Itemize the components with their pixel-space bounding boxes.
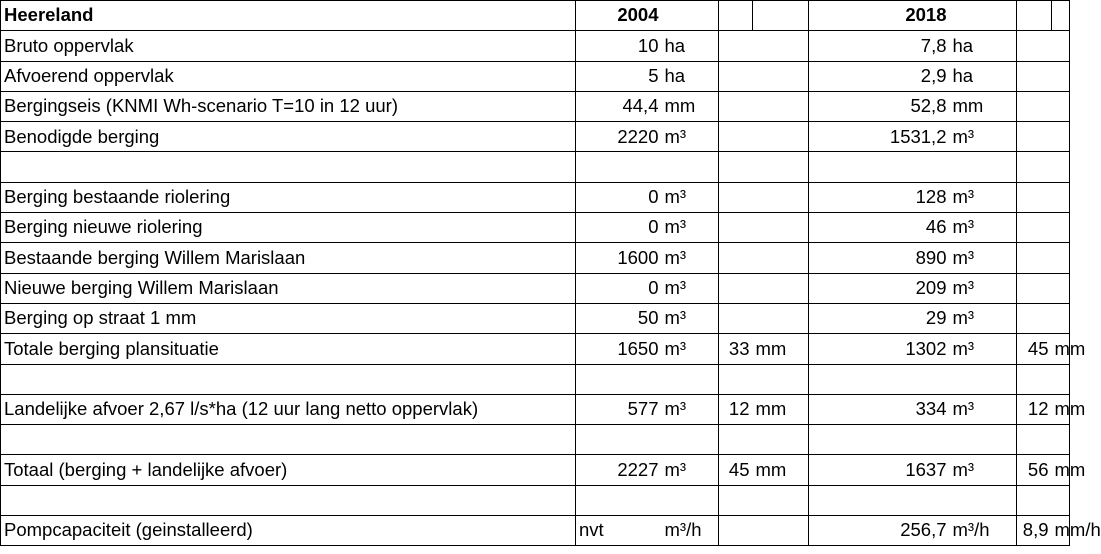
table-row [1, 243, 1070, 273]
unit-2004 [662, 364, 719, 394]
mm-value-2018: 45 [1017, 334, 1052, 364]
mm-unit-2004 [753, 213, 809, 243]
mm-value-2004: 12 [719, 394, 753, 424]
unit-2018: m³ [950, 303, 1017, 333]
mm-value-2018 [1017, 31, 1052, 61]
mm-value-2004 [719, 485, 753, 515]
unit-2004: m³ [662, 122, 719, 152]
unit-2004: m³ [662, 273, 719, 303]
table-row [1, 394, 1070, 424]
unit-2018: m³ [950, 122, 1017, 152]
row-label: Nieuwe berging Willem Marislaan [1, 273, 576, 303]
row-label: Totale berging plansituatie [1, 334, 576, 364]
row-label: Bergingseis (KNMI Wh-scenario T=10 in 12 uur) [1, 91, 576, 121]
mm-value-2004 [719, 303, 753, 333]
mm-value-2004 [719, 364, 753, 394]
value-2004: 10 [576, 31, 662, 61]
unit-2018: m³ [950, 394, 1017, 424]
unit-2018 [950, 152, 1017, 182]
value-2018 [809, 485, 950, 515]
blank-row [1, 425, 1070, 455]
table-row [1, 273, 1070, 303]
row-label [1, 152, 576, 182]
unit-2018: m³ [950, 243, 1017, 273]
mm-value-2004 [719, 273, 753, 303]
blank-row [1, 364, 1070, 394]
value-2004 [576, 425, 662, 455]
mm-value-2018 [1017, 425, 1052, 455]
mm-unit-2018: mm/h [1052, 516, 1070, 546]
mm-value-2018 [1017, 273, 1052, 303]
mm-value-2004: 45 [719, 455, 753, 485]
mm-unit-2018 [1052, 425, 1070, 455]
mm-unit-2004: mm [753, 394, 809, 424]
table-row [1, 182, 1070, 212]
unit-2004 [662, 152, 719, 182]
empty-cell [662, 1, 719, 31]
value-2018: 256,7 [809, 516, 950, 546]
mm-unit-2004: mm [753, 334, 809, 364]
row-label [1, 485, 576, 515]
unit-2004: m³ [662, 182, 719, 212]
unit-2018: m³ [950, 334, 1017, 364]
mm-unit-2004 [753, 364, 809, 394]
mm-value-2004 [719, 122, 753, 152]
table-row [1, 122, 1070, 152]
unit-2004: m³ [662, 394, 719, 424]
blank-row [1, 485, 1070, 515]
value-2018: 29 [809, 303, 950, 333]
mm-unit-2004 [753, 303, 809, 333]
unit-2004: ha [662, 61, 719, 91]
blank-row [1, 152, 1070, 182]
mm-unit-2018 [1052, 122, 1070, 152]
mm-unit-2004 [753, 122, 809, 152]
mm-value-2004 [719, 516, 753, 546]
value-2018 [809, 425, 950, 455]
value-2018: 46 [809, 213, 950, 243]
table-row [1, 31, 1070, 61]
mm-unit-2018: mm [1052, 334, 1070, 364]
mm-unit-2018 [1052, 485, 1070, 515]
mm-unit-2018 [1052, 273, 1070, 303]
value-2004: 44,4 [576, 91, 662, 121]
unit-2018 [950, 364, 1017, 394]
value-2004: 577 [576, 394, 662, 424]
value-2004: 1650 [576, 334, 662, 364]
mm-value-2018 [1017, 91, 1052, 121]
unit-2018: m³ [950, 213, 1017, 243]
mm-value-2018 [1017, 364, 1052, 394]
mm-value-2004: 33 [719, 334, 753, 364]
empty-cell [1052, 1, 1070, 31]
value-2004: 0 [576, 182, 662, 212]
unit-2018: mm [950, 91, 1017, 121]
mm-value-2018 [1017, 182, 1052, 212]
value-2004: 2227 [576, 455, 662, 485]
row-label: Berging bestaande riolering [1, 182, 576, 212]
row-label: Berging nieuwe riolering [1, 213, 576, 243]
mm-value-2004 [719, 182, 753, 212]
mm-unit-2004 [753, 243, 809, 273]
unit-2004: m³ [662, 455, 719, 485]
mm-value-2004 [719, 91, 753, 121]
mm-unit-2004: mm [753, 455, 809, 485]
row-label [1, 364, 576, 394]
mm-unit-2018 [1052, 61, 1070, 91]
value-2018: 1302 [809, 334, 950, 364]
mm-value-2018 [1017, 303, 1052, 333]
value-2018: 2,9 [809, 61, 950, 91]
table-row [1, 61, 1070, 91]
unit-2018: m³ [950, 455, 1017, 485]
unit-2004: m³ [662, 303, 719, 333]
mm-unit-2018: mm [1052, 394, 1070, 424]
value-2018: 7,8 [809, 31, 950, 61]
mm-unit-2018 [1052, 152, 1070, 182]
table-row [1, 91, 1070, 121]
row-label: Bestaande berging Willem Marislaan [1, 243, 576, 273]
value-2004: 1600 [576, 243, 662, 273]
header-row [1, 1, 1070, 31]
mm-unit-2004 [753, 516, 809, 546]
mm-value-2018 [1017, 122, 1052, 152]
value-2018 [809, 152, 950, 182]
mm-value-2018 [1017, 152, 1052, 182]
table-body [1, 1, 1101, 546]
year-2018-header: 2018 [809, 1, 950, 31]
row-label: Bruto oppervlak [1, 31, 576, 61]
unit-2018: m³/h [950, 516, 1017, 546]
empty-cell [950, 1, 1017, 31]
value-2018 [809, 364, 950, 394]
value-2018: 52,8 [809, 91, 950, 121]
mm-value-2018 [1017, 485, 1052, 515]
mm-unit-2018 [1052, 213, 1070, 243]
empty-cell [753, 1, 809, 31]
value-2004: 50 [576, 303, 662, 333]
value-2018: 1531,2 [809, 122, 950, 152]
mm-unit-2018 [1052, 303, 1070, 333]
unit-2004: ha [662, 31, 719, 61]
mm-unit-2018 [1052, 91, 1070, 121]
unit-2018 [950, 425, 1017, 455]
mm-value-2004 [719, 243, 753, 273]
mm-unit-2004 [753, 31, 809, 61]
empty-cell [1017, 1, 1052, 31]
mm-unit-2004 [753, 485, 809, 515]
value-2018: 1637 [809, 455, 950, 485]
mm-unit-2004 [753, 152, 809, 182]
mm-value-2004 [719, 31, 753, 61]
value-2018: 334 [809, 394, 950, 424]
mm-value-2018: 56 [1017, 455, 1052, 485]
value-2018: 128 [809, 182, 950, 212]
value-2018: 890 [809, 243, 950, 273]
mm-value-2018 [1017, 243, 1052, 273]
value-2004: 0 [576, 213, 662, 243]
unit-2018: ha [950, 31, 1017, 61]
value-2004: 5 [576, 61, 662, 91]
unit-2004: m³ [662, 243, 719, 273]
unit-2004: m³ [662, 213, 719, 243]
row-label: Totaal (berging + landelijke afvoer) [1, 455, 576, 485]
unit-2018: m³ [950, 182, 1017, 212]
value-2004 [576, 152, 662, 182]
year-2004-header: 2004 [576, 1, 662, 31]
table-row [1, 303, 1070, 333]
mm-unit-2004 [753, 91, 809, 121]
row-label: Landelijke afvoer 2,67 l/s*ha (12 uur lang netto oppervlak) [1, 394, 576, 424]
unit-2004: m³ [662, 334, 719, 364]
table-title: Heereland [1, 1, 576, 31]
mm-value-2018: 12 [1017, 394, 1052, 424]
unit-2004 [662, 485, 719, 515]
table-row [1, 516, 1070, 546]
mm-value-2018: 8,9 [1017, 516, 1052, 546]
mm-unit-2004 [753, 182, 809, 212]
row-label: Afvoerend oppervlak [1, 61, 576, 91]
mm-unit-2018 [1052, 182, 1070, 212]
mm-value-2004 [719, 61, 753, 91]
unit-2018: ha [950, 61, 1017, 91]
empty-cell [719, 1, 753, 31]
unit-2018: m³ [950, 273, 1017, 303]
mm-unit-2018 [1052, 243, 1070, 273]
table-row [1, 213, 1070, 243]
mm-unit-2004 [753, 425, 809, 455]
row-label [1, 425, 576, 455]
value-2004: nvt [576, 516, 662, 546]
value-2004 [576, 485, 662, 515]
mm-unit-2004 [753, 61, 809, 91]
row-label: Benodigde berging [1, 122, 576, 152]
mm-value-2004 [719, 152, 753, 182]
mm-unit-2004 [753, 273, 809, 303]
table-row [1, 455, 1070, 485]
mm-unit-2018 [1052, 364, 1070, 394]
row-label: Pompcapaciteit (geinstalleerd) [1, 516, 576, 546]
mm-value-2018 [1017, 61, 1052, 91]
unit-2004: m³/h [662, 516, 719, 546]
mm-value-2004 [719, 213, 753, 243]
mm-value-2004 [719, 425, 753, 455]
value-2018: 209 [809, 273, 950, 303]
mm-unit-2018 [1052, 31, 1070, 61]
unit-2018 [950, 485, 1017, 515]
value-2004 [576, 364, 662, 394]
mm-value-2018 [1017, 213, 1052, 243]
table-row [1, 334, 1070, 364]
value-2004: 2220 [576, 122, 662, 152]
unit-2004: mm [662, 91, 719, 121]
mm-unit-2018: mm [1052, 455, 1070, 485]
row-label: Berging op straat 1 mm [1, 303, 576, 333]
value-2004: 0 [576, 273, 662, 303]
unit-2004 [662, 425, 719, 455]
